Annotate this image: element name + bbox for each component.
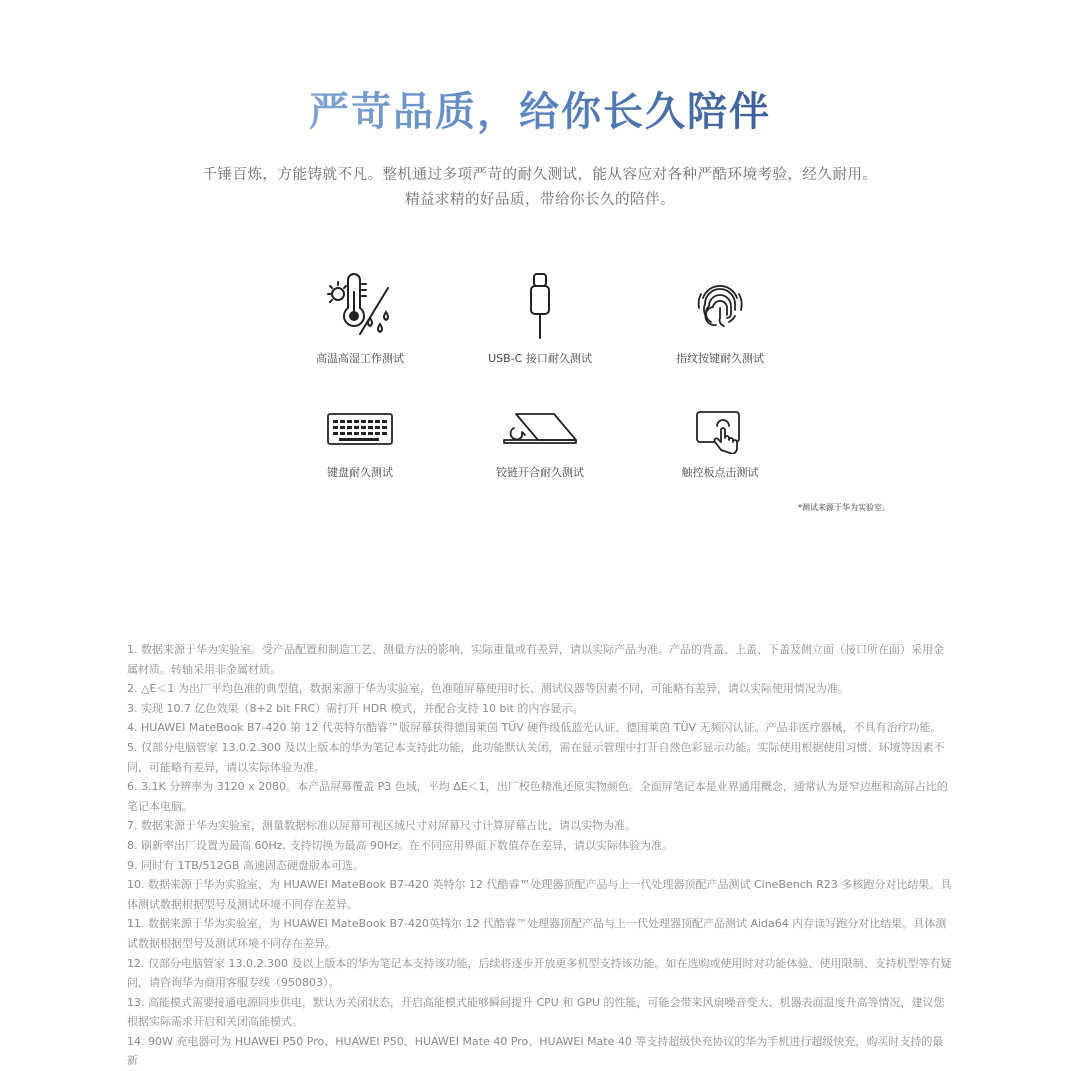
footnote-item: 13. 高能模式需要接通电源同步供电，默认为关闭状态，开启高能模式能够瞬间提升 CPU 和 GPU 的性能，可能会带来风扇噪音变大、机器表面温度升高等情况，建议您根据实际需求开启和关闭高能模式。 bbox=[127, 995, 945, 1029]
touchpad-tap-icon bbox=[695, 410, 745, 454]
footnote-item: 9. 同时有 1TB/512GB 高速固态硬盘版本可选。 bbox=[127, 858, 365, 872]
footnote-item: 12. 仅部分电脑管家 13.0.2.300 及以上版本的华为笔记本支持该功能，后续将逐步开放更多机型支持该功能。如在选购或使用时对功能体验、使用限制、支持机型等有疑问，请咨询华为商用客服专线（950803）。 bbox=[127, 956, 952, 990]
footnote-item: 5. 仅部分电脑管家 13.0.2.300 及以上版本的华为笔记本支持此功能，此功能默认关闭，需在显示管理中打开自然色彩显示功能。实际使用根据使用习惯、环境等因素不同，可能略有差异，请以实际体验为准。 bbox=[127, 740, 945, 774]
test-label: USB-C 接口耐久测试 bbox=[488, 352, 592, 365]
footnote-item: 7. 数据来源于华为实验室，测量数据标准以屏幕可视区域尺寸对屏幕尺寸计算屏幕占比，请以实物为准。 bbox=[127, 819, 636, 833]
lab-source-note: *测试来源于华为实验室。 bbox=[798, 503, 890, 512]
footnote-item: 4. HUAWEI MateBook B7-420 第 12 代英特尔酷睿™版屏幕获得德国莱茵 TÜV 硬件级低蓝光认证、德国莱茵 TÜV 无频闪认证。产品非医疗器械，不具有治疗功能。 bbox=[127, 721, 942, 735]
test-label: 指纹按键耐久测试 bbox=[676, 352, 764, 365]
footnote-item: 14. 90W 充电器可为 HUAWEI P50 Pro、HUAWEI P50、HUAWEI Mate 40 Pro、HUAWEI Mate 40 等支持超级快充协议的华为手机进行超级快充，购买时支持的最新 bbox=[127, 1034, 944, 1068]
page-title bbox=[0, 84, 1080, 140]
fingerprint-icon bbox=[693, 278, 747, 332]
footnote-item: 11. 数据来源于华为实验室，为 HUAWEI MateBook B7-420英特尔 12 代酷睿™处理器顶配产品与上一代处理器顶配产品测试 Aida64 内存读写跑分对比结果。具体测试数据根据型号及测试环境不同存在差异。 bbox=[127, 917, 947, 950]
footnote-item: 1. 数据来源于华为实验室。受产品配置和制造工艺、测量方法的影响，实际重量或有差异，请以实际产品为准。产品的背盖、上盖、下盖及侧立面（接口所在面）采用金属材质。转轴采用非金属材质。 bbox=[127, 643, 944, 676]
test-label: 铰链开合耐久测试 bbox=[496, 466, 584, 479]
footnote-item: 10. 数据来源于华为实验室，为 HUAWEI MateBook B7-420 英特尔 12 代酷睿™处理器顶配产品与上一代处理器顶配产品测试 CineBench R23 多核跑分对比结果。具体测试数据根据型号及测试环境不同存在差异。 bbox=[127, 878, 952, 911]
test-label: 高温高湿工作测试 bbox=[316, 352, 404, 365]
footnote-item: 2. △E＜1 为出厂平均色准的典型值，数据来源于华为实验室，色准随屏幕使用时长、测试仪器等因素不同，可能略有差异，请以实际使用情况为准。 bbox=[127, 682, 849, 696]
footnote-item: 8. 刷新率出厂设置为最高 60Hz, 支持切换为最高 90Hz。在不同应用界面下数值存在差异，请以实际体验为准。 bbox=[127, 838, 674, 852]
test-label: 触控板点击测试 bbox=[681, 466, 759, 479]
footnotes-list bbox=[127, 640, 953, 1071]
footnote-item: 3. 实现 10.7 亿色效果（8+2 bit FRC）需打开 HDR 模式，并配合支持 10 bit 的内容显示。 bbox=[127, 701, 584, 715]
laptop-hinge-icon bbox=[502, 410, 578, 446]
page-title-text: 严苛品质，给你长久陪伴 bbox=[309, 89, 771, 135]
test-label: 键盘耐久测试 bbox=[327, 466, 393, 479]
usb-c-cable-icon bbox=[525, 272, 555, 342]
footnote-item: 6. 3.1K 分辨率为 3120 x 2080。本产品屏幕覆盖 P3 色域，平均 ΔE＜1，出厂校色精准还原实物颜色。全面屏笔记本是业界通用概念，通常认为是窄边框和高屏占比的笔记本电脑。 bbox=[127, 780, 948, 813]
keyboard-icon bbox=[327, 412, 393, 446]
page-subtitle-line1: 千锤百炼，方能铸就不凡。整机通过多项严苛的耐久测试，能从容应对各种严酷环境考验，经久耐用。 bbox=[202, 167, 878, 183]
page-subtitle-line2: 精益求精的好品质，带给你长久的陪伴。 bbox=[405, 192, 675, 208]
thermometer-humidity-icon bbox=[326, 272, 394, 342]
